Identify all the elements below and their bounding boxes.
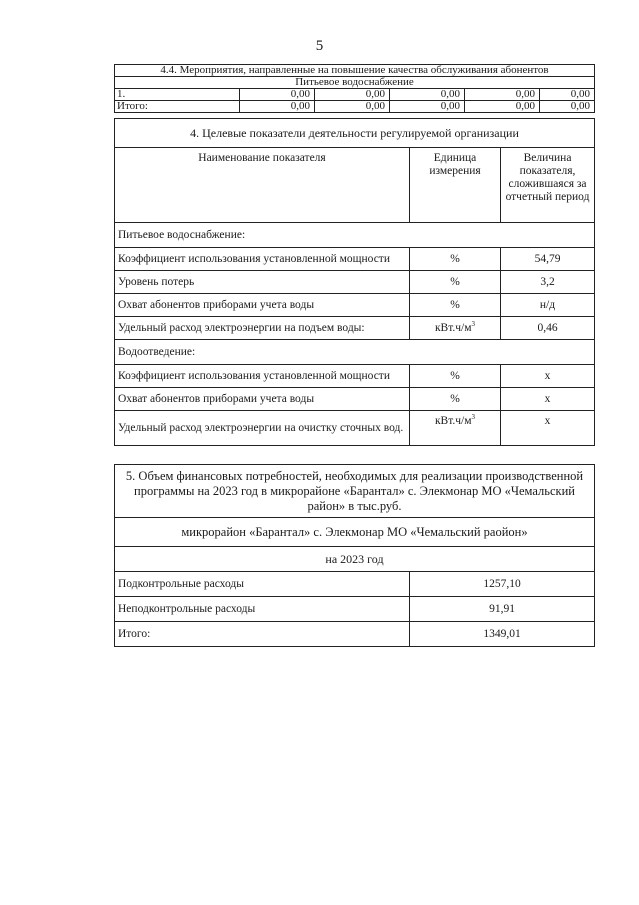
indicator-unit: % <box>410 271 501 294</box>
indicator-value: 0,46 <box>501 317 595 340</box>
indicator-name: Уровень потерь <box>115 271 410 294</box>
table-row <box>115 248 595 271</box>
unit-superscript: 3 <box>471 413 476 422</box>
section-44-title: 4.4. Мероприятия, направленные на повышение качества обслуживания абонентов <box>115 65 595 77</box>
cell-value: 0,00 <box>465 89 540 101</box>
indicator-name: Охват абонентов приборами учета воды <box>115 294 410 317</box>
measures-table <box>114 64 595 113</box>
table-row <box>115 101 595 113</box>
page-number: 5 <box>315 38 324 54</box>
cell-value: 0,00 <box>315 101 390 113</box>
drainage-label: Водоотведение: <box>115 340 595 365</box>
cell-value: 0,00 <box>540 89 595 101</box>
table-row <box>115 411 595 446</box>
table-row <box>115 388 595 411</box>
indicator-unit: % <box>410 294 501 317</box>
header-row <box>115 148 595 223</box>
cell-value: 0,00 <box>390 89 465 101</box>
indicator-unit: % <box>410 365 501 388</box>
expense-value: 91,91 <box>410 597 595 622</box>
expense-label: Неподконтрольные расходы <box>115 597 410 622</box>
unit-text: кВт.ч/м <box>434 415 472 427</box>
indicator-unit: % <box>410 248 501 271</box>
indicators-table <box>114 118 595 446</box>
indicator-value: н/д <box>501 294 595 317</box>
section-5 <box>114 464 594 647</box>
section-4-title: 4. Целевые показатели деятельности регулируемой организации <box>115 119 595 148</box>
indicator-name: Удельный расход электроэнергии на очистку сточных вод. <box>115 411 410 446</box>
unit-superscript: 3 <box>471 319 476 328</box>
header-name: Наименование показателя <box>115 148 410 223</box>
indicator-name: Коэффициент использования установленной мощности <box>115 248 410 271</box>
indicator-value: 3,2 <box>501 271 595 294</box>
indicator-value: х <box>501 388 595 411</box>
table-row <box>115 365 595 388</box>
cell-value: 0,00 <box>315 89 390 101</box>
header-value: Величина показателя, сложившаяся за отчетный период <box>501 148 595 223</box>
location-label: микрорайон «Барантал» с. Элекмонар МО «Чемальский раойон» <box>115 518 595 547</box>
expense-value: 1349,01 <box>410 622 595 647</box>
section-44 <box>114 64 594 113</box>
indicator-unit <box>410 317 501 340</box>
cell-value: 0,00 <box>390 101 465 113</box>
table-row <box>115 572 595 597</box>
row-label: 1. <box>115 89 240 101</box>
indicator-unit <box>410 411 501 446</box>
table-row <box>115 597 595 622</box>
indicator-value: х <box>501 411 595 446</box>
expense-label: Итого: <box>115 622 410 647</box>
table-row <box>115 317 595 340</box>
table-row <box>115 89 595 101</box>
unit-text: кВт.ч/м <box>434 321 472 334</box>
cell-value: 0,00 <box>240 101 315 113</box>
water-supply-label: Питьевое водоснабжение: <box>115 223 595 248</box>
expense-label: Подконтрольные расходы <box>115 572 410 597</box>
section-4 <box>114 119 594 446</box>
row-label: Итого: <box>115 101 240 113</box>
cell-value: 0,00 <box>240 89 315 101</box>
expense-value: 1257,10 <box>410 572 595 597</box>
year-label: на 2023 год <box>115 547 595 572</box>
cell-value: 0,00 <box>540 101 595 113</box>
header-unit: Единица измерения <box>410 148 501 223</box>
section-44-subtitle: Питьевое водоснабжение <box>115 77 595 89</box>
table-row <box>115 294 595 317</box>
indicator-unit: % <box>410 388 501 411</box>
table-row <box>115 622 595 647</box>
indicator-value: х <box>501 365 595 388</box>
table-row <box>115 271 595 294</box>
indicator-name: Удельный расход электроэнергии на подъем воды: <box>115 317 410 340</box>
finance-table <box>114 464 595 647</box>
indicator-name: Охват абонентов приборами учета воды <box>115 388 410 411</box>
section-5-title: 5. Объем финансовых потребностей, необходимых для реализации производственной программы на 2023 год в микрорайоне «Барантал» с. Элекмонар МО «Чемальский район» в тыс.руб. <box>115 465 595 518</box>
indicator-name: Коэффициент использования установленной мощности <box>115 365 410 388</box>
indicator-value: 54,79 <box>501 248 595 271</box>
cell-value: 0,00 <box>465 101 540 113</box>
